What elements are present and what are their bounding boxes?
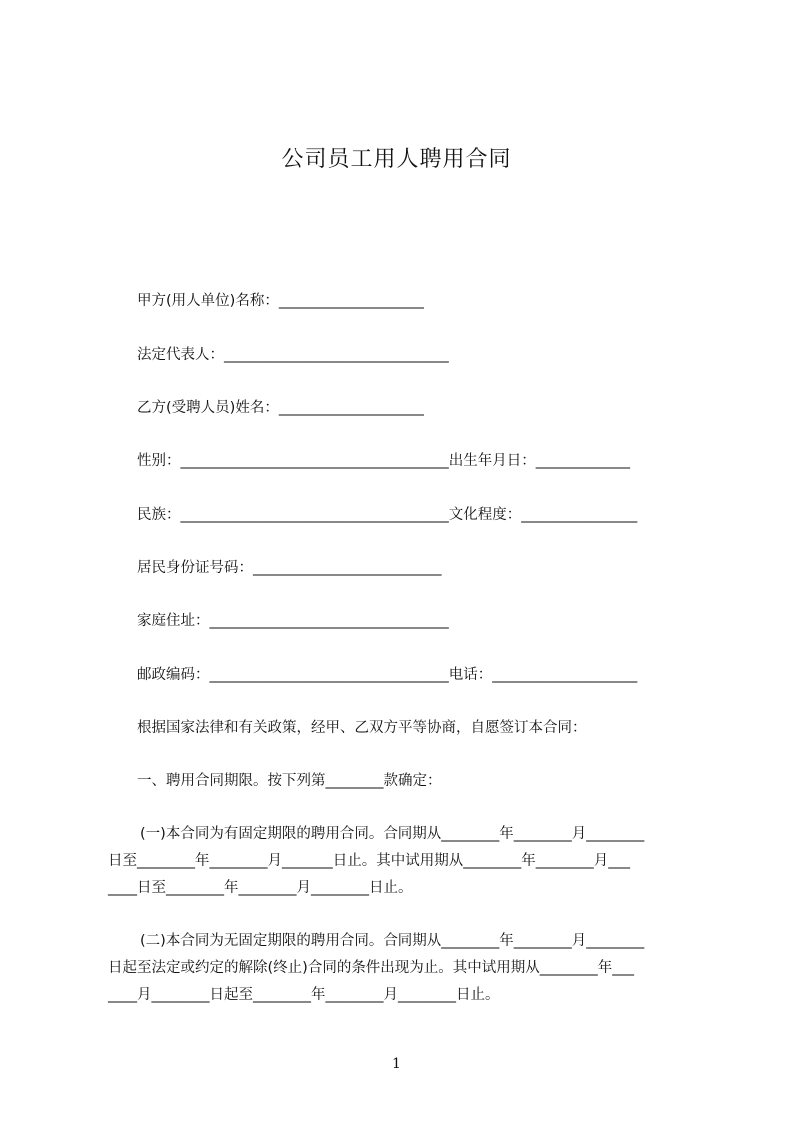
legal-representative-line: 法定代表人：_______________________________ xyxy=(137,347,449,363)
clause-two-line-2: 日起至法定或约定的解除(终止)合同的条件出现为止。其中试用期从________年___ xyxy=(108,960,635,976)
postcode-phone-line: 邮政编码：_________________________________电话：____________________ xyxy=(137,667,638,683)
clause-one-line-3: ____日至________年________月________日止。 xyxy=(108,880,413,896)
clause-two-line-1: (二)本合同为无固定期限的聘用合同。合同期从________年________月________ xyxy=(140,933,645,949)
ethnicity-education-line: 民族：_____________________________________文化程度：________________ xyxy=(137,507,638,523)
document-title: 公司员工用人聘用合同 xyxy=(281,147,512,172)
clause-one-line-2: 日至________年________月_______日止。其中试用期从________年________月___ xyxy=(108,853,630,869)
clause-two-line-3: ____月________日起至________年________月________日止。 xyxy=(108,987,500,1003)
section-one-heading: 一、聘用合同期限。按下列第________款确定： xyxy=(137,773,442,789)
page-number: 1 xyxy=(392,1056,401,1072)
gender-birthdate-line: 性别：_____________________________________出生年月日：_____________ xyxy=(137,453,630,469)
home-address-line: 家庭住址：_________________________________ xyxy=(137,613,449,629)
party-a-name-line: 甲方(用人单位)名称：____________________ xyxy=(137,293,424,309)
id-number-line: 居民身份证号码：__________________________ xyxy=(137,560,442,576)
preamble-paragraph: 根据国家法律和有关政策，经甲、乙双方平等协商，自愿签订本合同： xyxy=(137,720,587,736)
party-b-name-line: 乙方(受聘人员)姓名：____________________ xyxy=(137,400,424,416)
clause-one-line-1: (一)本合同为有固定期限的聘用合同。合同期从________年________月________ xyxy=(140,826,645,842)
